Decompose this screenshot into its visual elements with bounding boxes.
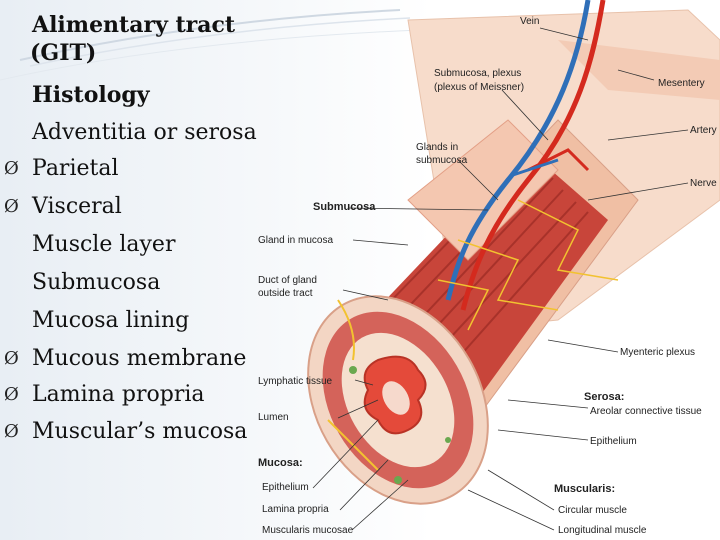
bullet-item <box>4 234 175 256</box>
label-lamina-propria: Lamina propria <box>262 504 329 515</box>
bullet-item <box>4 14 235 36</box>
arrow-bullet-icon: Ø <box>4 384 19 405</box>
label-duct-2: outside tract <box>258 288 313 299</box>
label-longitudinal-muscle: Longitudinal muscle <box>558 525 647 536</box>
bullet-text: Muscular’s mucosa <box>32 419 248 444</box>
bullet-item <box>4 158 119 180</box>
label-myenteric: Myenteric plexus <box>620 347 696 358</box>
bullet-text: Mucous membrane <box>32 346 247 371</box>
label-vein: Vein <box>520 16 540 27</box>
label-lymphatic: Lymphatic tissue <box>258 376 333 387</box>
bullet-text: Alimentary tract <box>32 12 236 38</box>
bullet-item <box>4 421 247 443</box>
bullet-text: Visceral <box>32 194 122 219</box>
bullet-item <box>4 384 205 406</box>
label-epithelium-mucosa: Epithelium <box>262 482 309 493</box>
label-submucosa-plexus: Submucosa, plexus <box>434 68 522 79</box>
bullet-text: Adventitia or serosa <box>32 120 257 145</box>
bullet-text: Histology <box>32 82 150 108</box>
label-artery: Artery <box>690 125 717 136</box>
label-serosa-title: Serosa: <box>584 391 625 403</box>
bullet-text: Parietal <box>32 156 119 181</box>
arrow-bullet-icon: Ø <box>4 421 19 442</box>
label-muscularis-mucosae: Muscularis mucosae <box>262 525 354 536</box>
label-glands-2: submucosa <box>416 155 468 166</box>
label-glands-1: Glands in <box>416 142 459 153</box>
label-duct-1: Duct of gland <box>258 275 317 286</box>
gi-tract-diagram <box>258 0 720 540</box>
bullet-text: (GIT) <box>30 40 97 66</box>
label-submucosa: Submucosa <box>313 201 376 213</box>
bullet-item <box>4 122 257 144</box>
label-gland-in-mucosa: Gland in mucosa <box>258 235 334 246</box>
bullet-text: Submucosa <box>32 270 161 295</box>
label-mesentery: Mesentery <box>658 78 705 89</box>
arrow-bullet-icon: Ø <box>4 348 19 369</box>
label-mucosa-title: Mucosa: <box>258 457 303 469</box>
arrow-bullet-icon: Ø <box>4 158 19 179</box>
bullet-item <box>4 84 150 106</box>
bullet-item <box>30 42 96 64</box>
label-circular-muscle: Circular muscle <box>558 505 627 516</box>
label-meissner: (plexus of Meissner) <box>434 82 525 93</box>
bullet-text: Muscle layer <box>32 232 176 257</box>
label-epithelium-serosa: Epithelium <box>590 436 637 447</box>
bullet-text: Mucosa lining <box>32 308 190 333</box>
bullet-item <box>4 272 160 294</box>
label-areolar: Areolar connective tissue <box>590 406 702 417</box>
bullet-item <box>4 348 246 370</box>
bullet-item <box>4 310 189 332</box>
bullet-item <box>4 196 122 218</box>
arrow-bullet-icon: Ø <box>4 196 19 217</box>
label-lumen: Lumen <box>258 412 289 423</box>
bullet-text: Lamina propria <box>32 382 205 407</box>
label-muscularis-title: Muscularis: <box>554 483 616 495</box>
label-nerve: Nerve <box>690 178 717 189</box>
